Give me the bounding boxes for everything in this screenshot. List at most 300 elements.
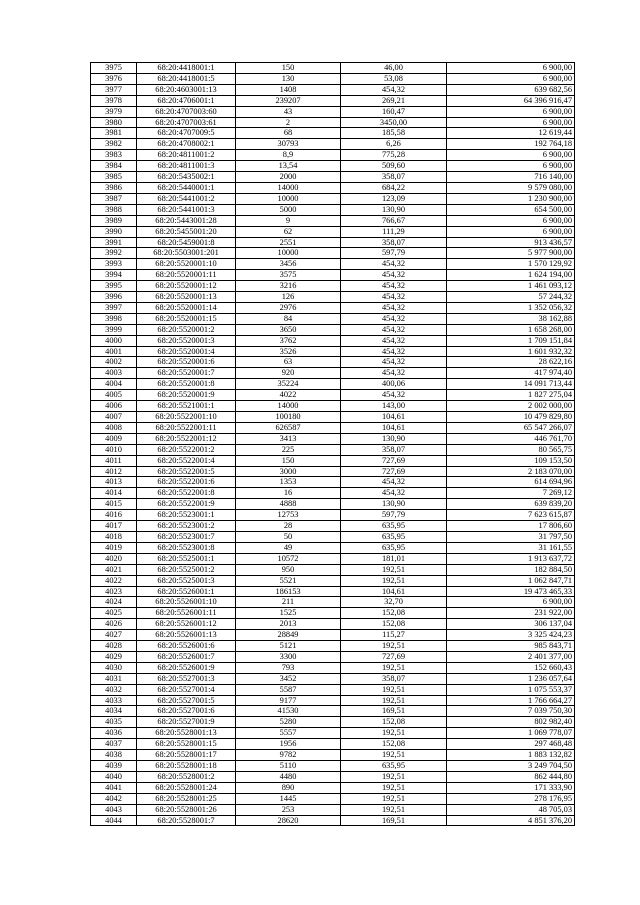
row-number-cell: 3989 [91,215,137,226]
area-cell: 50 [236,531,341,542]
cadastral-number-cell: 68:20:5520001:8 [137,379,236,390]
specific-value-cell: 130,90 [341,499,447,510]
row-number-cell: 4003 [91,368,137,379]
cadastral-number-cell: 68:20:5503001:201 [137,248,236,259]
area-cell: 5110 [236,761,341,772]
cadastral-value-cell: 80 565,75 [447,444,575,455]
specific-value-cell: 160,47 [341,106,447,117]
specific-value-cell: 192,51 [341,782,447,793]
cadastral-number-cell: 68:20:5522001:8 [137,488,236,499]
specific-value-cell: 192,51 [341,750,447,761]
table-row [91,477,575,488]
cadastral-value-cell: 7 623 615,87 [447,510,575,521]
cadastral-value-cell: 716 140,00 [447,172,575,183]
area-cell: 5587 [236,684,341,695]
area-cell: 3216 [236,281,341,292]
row-number-cell: 3984 [91,161,137,172]
area-cell: 41530 [236,706,341,717]
row-number-cell: 3996 [91,292,137,303]
cadastral-number-cell: 68:20:5527001:5 [137,695,236,706]
cadastral-number-cell: 68:20:5526001:12 [137,619,236,630]
specific-value-cell: 597,79 [341,510,447,521]
cadastral-value-cell: 1 827 275,04 [447,390,575,401]
row-number-cell: 4039 [91,761,137,772]
row-number-cell: 4005 [91,390,137,401]
row-number-cell: 3977 [91,84,137,95]
cadastral-number-cell: 68:20:5528001:17 [137,750,236,761]
table-row [91,226,575,237]
area-cell: 14000 [236,182,341,193]
table-row [91,466,575,477]
table-row [91,292,575,303]
specific-value-cell: 400,06 [341,379,447,390]
specific-value-cell: 727,69 [341,466,447,477]
specific-value-cell: 454,32 [341,477,447,488]
table-row [91,706,575,717]
cadastral-number-cell: 68:20:5522001:4 [137,455,236,466]
row-number-cell: 4020 [91,553,137,564]
row-number-cell: 3994 [91,270,137,281]
row-number-cell: 4007 [91,412,137,423]
cadastral-value-cell: 6 900,00 [447,150,575,161]
cadastral-value-cell: 6 900,00 [447,226,575,237]
cadastral-value-cell: 6 900,00 [447,597,575,608]
cadastral-value-cell: 48 705,03 [447,804,575,815]
table-row [91,270,575,281]
cadastral-number-cell: 68:20:4603001:13 [137,84,236,95]
specific-value-cell: 454,32 [341,84,447,95]
specific-value-cell: 111,29 [341,226,447,237]
cadastral-value-cell: 38 162,88 [447,313,575,324]
specific-value-cell: 727,69 [341,455,447,466]
specific-value-cell: 53,08 [341,73,447,84]
specific-value-cell: 115,27 [341,630,447,641]
cadastral-number-cell: 68:20:5528001:24 [137,782,236,793]
table-row [91,728,575,739]
cadastral-value-cell: 6 900,00 [447,106,575,117]
table-row [91,335,575,346]
row-number-cell: 3975 [91,63,137,74]
area-cell: 3650 [236,324,341,335]
specific-value-cell: 192,51 [341,575,447,586]
cadastral-value-cell: 1 624 194,00 [447,270,575,281]
cadastral-value-cell: 417 974,40 [447,368,575,379]
area-cell: 1525 [236,608,341,619]
area-cell: 5000 [236,204,341,215]
specific-value-cell: 454,32 [341,270,447,281]
cadastral-value-cell: 6 900,00 [447,161,575,172]
area-cell: 3452 [236,673,341,684]
table-row [91,553,575,564]
area-cell: 10572 [236,553,341,564]
cadastral-number-cell: 68:20:5522001:12 [137,433,236,444]
row-number-cell: 4044 [91,815,137,826]
cadastral-value-cell: 109 153,50 [447,455,575,466]
cadastral-value-cell: 1 913 637,72 [447,553,575,564]
table-row [91,750,575,761]
cadastral-value-cell: 639 682,56 [447,84,575,95]
area-cell: 2976 [236,302,341,313]
cadastral-number-cell: 68:20:5528001:15 [137,739,236,750]
area-cell: 3300 [236,651,341,662]
row-number-cell: 4019 [91,542,137,553]
row-number-cell: 3988 [91,204,137,215]
cadastral-number-cell: 68:20:5526001:10 [137,597,236,608]
area-cell: 43 [236,106,341,117]
row-number-cell: 3981 [91,128,137,139]
specific-value-cell: 192,51 [341,771,447,782]
row-number-cell: 4017 [91,521,137,532]
table-row [91,619,575,630]
table-row [91,521,575,532]
area-cell: 9782 [236,750,341,761]
cadastral-number-cell: 68:20:5525001:3 [137,575,236,586]
row-number-cell: 3993 [91,259,137,270]
table-row [91,172,575,183]
cadastral-value-cell: 862 444,80 [447,771,575,782]
area-cell: 9 [236,215,341,226]
table-row [91,204,575,215]
cadastral-value-cell: 1 352 056,32 [447,302,575,313]
table-row [91,641,575,652]
area-cell: 1956 [236,739,341,750]
row-number-cell: 3998 [91,313,137,324]
table-row [91,182,575,193]
table-row [91,193,575,204]
cadastral-number-cell: 68:20:4418001:5 [137,73,236,84]
cadastral-number-cell: 68:20:5520001:10 [137,259,236,270]
cadastral-value-cell: 985 843,71 [447,641,575,652]
cadastral-value-cell: 5 977 900,00 [447,248,575,259]
table-row [91,542,575,553]
table-row [91,422,575,433]
cadastral-value-cell: 1 075 553,37 [447,684,575,695]
cadastral-value-cell: 152 660,43 [447,662,575,673]
cadastral-value-cell: 1 062 847,71 [447,575,575,586]
cadastral-value-table [90,62,575,826]
table-row [91,117,575,128]
table-row [91,259,575,270]
row-number-cell: 3985 [91,172,137,183]
area-cell: 12753 [236,510,341,521]
table-row [91,695,575,706]
table-row [91,586,575,597]
cadastral-value-cell: 9 579 080,00 [447,182,575,193]
row-number-cell: 4028 [91,641,137,652]
cadastral-value-cell: 192 764,18 [447,139,575,150]
specific-value-cell: 3450,00 [341,117,447,128]
cadastral-value-cell: 1 883 132,82 [447,750,575,761]
specific-value-cell: 635,95 [341,542,447,553]
row-number-cell: 4013 [91,477,137,488]
table-row [91,281,575,292]
area-cell: 30793 [236,139,341,150]
table-row [91,313,575,324]
specific-value-cell: 358,07 [341,673,447,684]
cadastral-number-cell: 68:20:4707003:60 [137,106,236,117]
row-number-cell: 4042 [91,793,137,804]
cadastral-number-cell: 68:20:5527001:9 [137,717,236,728]
cadastral-value-cell: 6 900,00 [447,215,575,226]
row-number-cell: 3987 [91,193,137,204]
area-cell: 10000 [236,193,341,204]
cadastral-number-cell: 68:20:5520001:2 [137,324,236,335]
cadastral-number-cell: 68:20:5520001:13 [137,292,236,303]
specific-value-cell: 192,51 [341,564,447,575]
specific-value-cell: 454,32 [341,302,447,313]
row-number-cell: 4009 [91,433,137,444]
area-cell: 211 [236,597,341,608]
specific-value-cell: 454,32 [341,368,447,379]
row-number-cell: 4029 [91,651,137,662]
row-number-cell: 4036 [91,728,137,739]
cadastral-number-cell: 68:20:5440001:1 [137,182,236,193]
specific-value-cell: 454,32 [341,390,447,401]
table-row [91,248,575,259]
cadastral-number-cell: 68:20:5527001:3 [137,673,236,684]
cadastral-value-cell: 1 069 778,07 [447,728,575,739]
row-number-cell: 4012 [91,466,137,477]
table-row [91,815,575,826]
specific-value-cell: 635,95 [341,531,447,542]
table-row [91,150,575,161]
cadastral-value-cell: 7 039 750,30 [447,706,575,717]
row-number-cell: 4034 [91,706,137,717]
area-cell: 49 [236,542,341,553]
cadastral-value-cell: 6 900,00 [447,117,575,128]
row-number-cell: 3986 [91,182,137,193]
row-number-cell: 4000 [91,335,137,346]
row-number-cell: 4041 [91,782,137,793]
cadastral-value-cell: 1 461 093,12 [447,281,575,292]
area-cell: 4022 [236,390,341,401]
area-cell: 100180 [236,412,341,423]
specific-value-cell: 152,08 [341,608,447,619]
area-cell: 2013 [236,619,341,630]
table-row [91,215,575,226]
area-cell: 5521 [236,575,341,586]
cadastral-value-cell: 64 396 916,47 [447,95,575,106]
area-cell: 68 [236,128,341,139]
row-number-cell: 4015 [91,499,137,510]
table-row [91,597,575,608]
area-cell: 84 [236,313,341,324]
cadastral-value-cell: 182 884,50 [447,564,575,575]
specific-value-cell: 635,95 [341,761,447,772]
area-cell: 4888 [236,499,341,510]
specific-value-cell: 152,08 [341,739,447,750]
row-number-cell: 4030 [91,662,137,673]
specific-value-cell: 454,32 [341,346,447,357]
row-number-cell: 3976 [91,73,137,84]
cadastral-number-cell: 68:20:5526001:1 [137,586,236,597]
row-number-cell: 4006 [91,401,137,412]
area-cell: 5280 [236,717,341,728]
row-number-cell: 4010 [91,444,137,455]
table-row [91,412,575,423]
table-row [91,324,575,335]
specific-value-cell: 509,60 [341,161,447,172]
specific-value-cell: 152,08 [341,619,447,630]
row-number-cell: 4031 [91,673,137,684]
table-row [91,95,575,106]
cadastral-number-cell: 68:20:5521001:1 [137,401,236,412]
cadastral-value-cell: 278 176,95 [447,793,575,804]
area-cell: 3413 [236,433,341,444]
row-number-cell: 3992 [91,248,137,259]
cadastral-value-cell: 446 761,70 [447,433,575,444]
cadastral-number-cell: 68:20:5520001:15 [137,313,236,324]
cadastral-number-cell: 68:20:4707009:5 [137,128,236,139]
cadastral-number-cell: 68:20:5528001:26 [137,804,236,815]
specific-value-cell: 104,61 [341,422,447,433]
cadastral-number-cell: 68:20:5455001:20 [137,226,236,237]
row-number-cell: 4025 [91,608,137,619]
area-cell: 5121 [236,641,341,652]
area-cell: 16 [236,488,341,499]
table-row [91,662,575,673]
cadastral-number-cell: 68:20:5520001:9 [137,390,236,401]
cadastral-value-cell: 19 473 465,33 [447,586,575,597]
table-row [91,357,575,368]
cadastral-number-cell: 68:20:4708002:1 [137,139,236,150]
specific-value-cell: 727,69 [341,651,447,662]
table-row [91,782,575,793]
cadastral-number-cell: 68:20:5523001:2 [137,521,236,532]
cadastral-number-cell: 68:20:5528001:25 [137,793,236,804]
cadastral-number-cell: 68:20:5522001:9 [137,499,236,510]
cadastral-value-cell: 1 230 900,00 [447,193,575,204]
specific-value-cell: 32,70 [341,597,447,608]
row-number-cell: 3995 [91,281,137,292]
table-row [91,564,575,575]
area-cell: 13,54 [236,161,341,172]
cadastral-value-cell: 913 436,57 [447,237,575,248]
row-number-cell: 4035 [91,717,137,728]
row-number-cell: 3978 [91,95,137,106]
area-cell: 2000 [236,172,341,183]
area-cell: 950 [236,564,341,575]
specific-value-cell: 143,00 [341,401,447,412]
cadastral-value-cell: 28 622,16 [447,357,575,368]
cadastral-value-cell: 1 236 057,64 [447,673,575,684]
cadastral-value-cell: 1 601 932,32 [447,346,575,357]
cadastral-number-cell: 68:20:5520001:3 [137,335,236,346]
area-cell: 14000 [236,401,341,412]
row-number-cell: 4002 [91,357,137,368]
specific-value-cell: 169,51 [341,815,447,826]
specific-value-cell: 454,32 [341,281,447,292]
area-cell: 150 [236,455,341,466]
row-number-cell: 4026 [91,619,137,630]
table-row [91,575,575,586]
cadastral-number-cell: 68:20:5520001:11 [137,270,236,281]
cadastral-number-cell: 68:20:5443001:28 [137,215,236,226]
area-cell: 626587 [236,422,341,433]
table-row [91,488,575,499]
cadastral-number-cell: 68:20:5435002:1 [137,172,236,183]
area-cell: 225 [236,444,341,455]
cadastral-number-cell: 68:20:4707003:61 [137,117,236,128]
specific-value-cell: 454,32 [341,357,447,368]
cadastral-number-cell: 68:20:5459001:8 [137,237,236,248]
area-cell: 3456 [236,259,341,270]
cadastral-number-cell: 68:20:5527001:4 [137,684,236,695]
cadastral-number-cell: 68:20:5526001:11 [137,608,236,619]
cadastral-value-cell: 2 401 377,00 [447,651,575,662]
specific-value-cell: 6,26 [341,139,447,150]
specific-value-cell: 454,32 [341,313,447,324]
area-cell: 2551 [236,237,341,248]
cadastral-number-cell: 68:20:5525001:1 [137,553,236,564]
specific-value-cell: 454,32 [341,324,447,335]
cadastral-value-cell: 4 851 376,20 [447,815,575,826]
cadastral-number-cell: 68:20:5526001:7 [137,651,236,662]
row-number-cell: 4038 [91,750,137,761]
cadastral-value-cell: 65 547 266,07 [447,422,575,433]
specific-value-cell: 358,07 [341,237,447,248]
area-cell: 62 [236,226,341,237]
specific-value-cell: 766,67 [341,215,447,226]
area-cell: 28 [236,521,341,532]
cadastral-number-cell: 68:20:5528001:2 [137,771,236,782]
cadastral-number-cell: 68:20:5523001:1 [137,510,236,521]
cadastral-value-cell: 2 183 070,00 [447,466,575,477]
cadastral-value-cell: 1 658 268,00 [447,324,575,335]
table-row [91,651,575,662]
area-cell: 2 [236,117,341,128]
cadastral-number-cell: 68:20:5526001:13 [137,630,236,641]
row-number-cell: 4032 [91,684,137,695]
cadastral-number-cell: 68:20:5520001:7 [137,368,236,379]
cadastral-number-cell: 68:20:5520001:4 [137,346,236,357]
cadastral-number-cell: 68:20:5528001:13 [137,728,236,739]
row-number-cell: 3997 [91,302,137,313]
cadastral-value-cell: 31 161,55 [447,542,575,553]
cadastral-value-cell: 614 694,96 [447,477,575,488]
table-row [91,630,575,641]
table-row [91,510,575,521]
specific-value-cell: 192,51 [341,641,447,652]
specific-value-cell: 152,08 [341,717,447,728]
area-cell: 9177 [236,695,341,706]
table-row [91,608,575,619]
table-row [91,739,575,750]
area-cell: 3762 [236,335,341,346]
specific-value-cell: 775,28 [341,150,447,161]
area-cell: 150 [236,63,341,74]
table-row [91,128,575,139]
specific-value-cell: 454,32 [341,259,447,270]
cadastral-number-cell: 68:20:5523001:7 [137,531,236,542]
row-number-cell: 3990 [91,226,137,237]
area-cell: 1408 [236,84,341,95]
area-cell: 890 [236,782,341,793]
area-cell: 1445 [236,793,341,804]
specific-value-cell: 104,61 [341,586,447,597]
specific-value-cell: 454,32 [341,292,447,303]
area-cell: 3000 [236,466,341,477]
cadastral-value-cell: 231 922,00 [447,608,575,619]
specific-value-cell: 169,51 [341,706,447,717]
table-row [91,106,575,117]
area-cell: 793 [236,662,341,673]
row-number-cell: 4043 [91,804,137,815]
area-cell: 4480 [236,771,341,782]
table-row [91,684,575,695]
area-cell: 1353 [236,477,341,488]
table-row [91,401,575,412]
